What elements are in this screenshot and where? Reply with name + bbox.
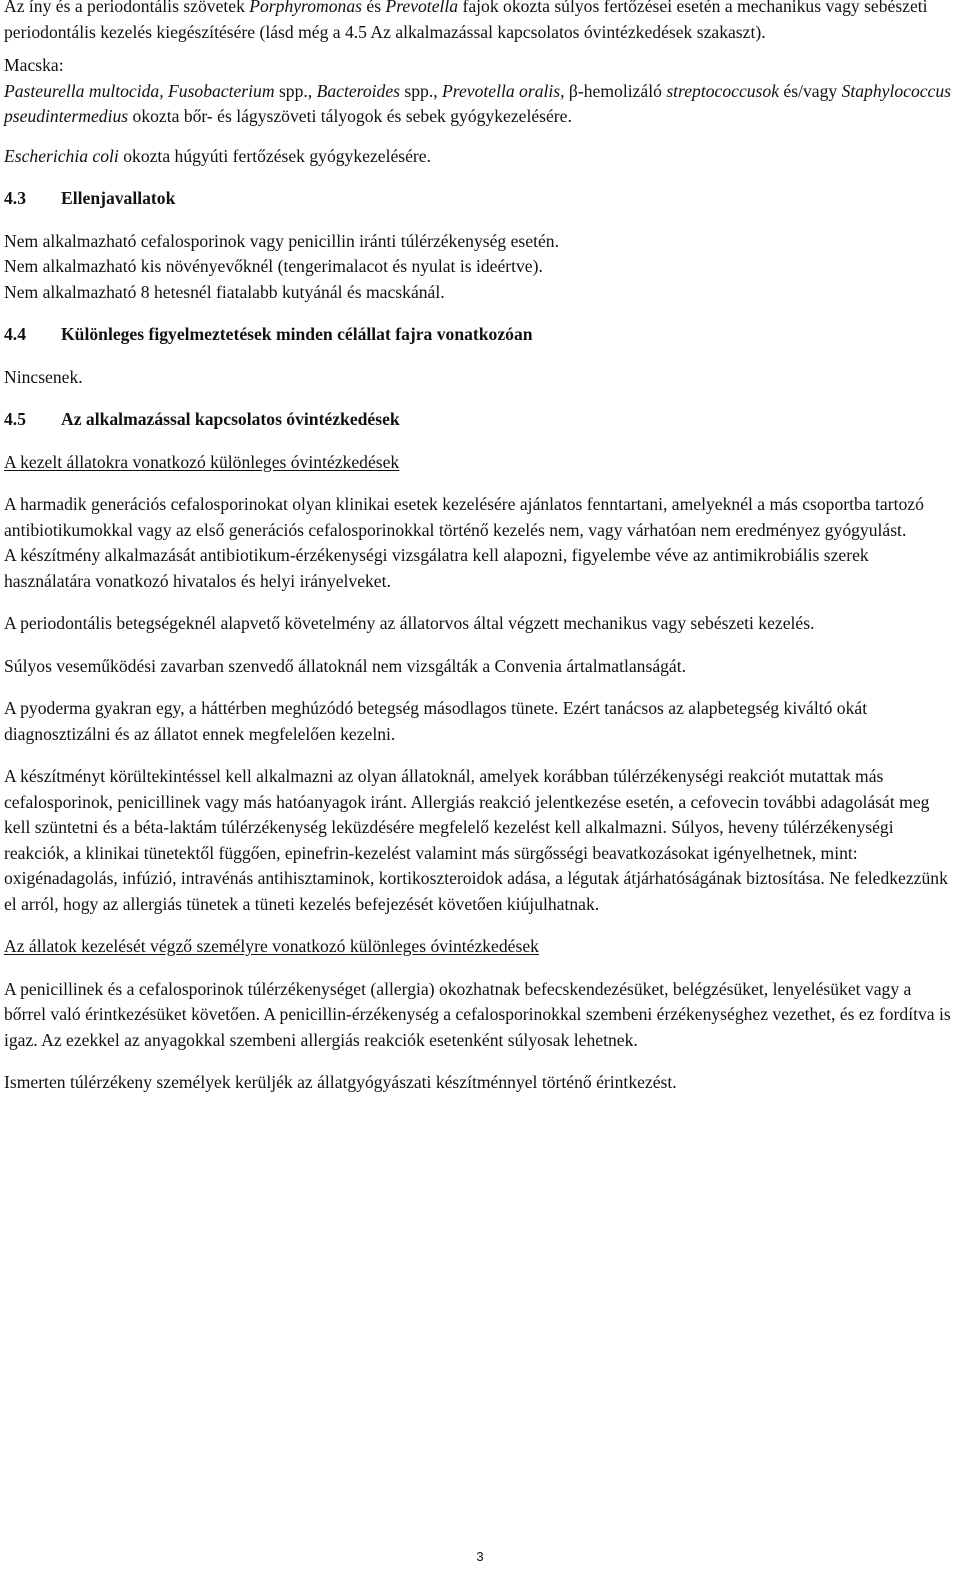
section-heading-4-5: 4.5 Az alkalmazással kapcsolatos óvintézkedések <box>4 409 400 429</box>
precaution-paragraph: A készítmény alkalmazását antibiotikum-érzékenységi vizsgálatra kell alapozni, figyelembe véve az antimikrobiális szerek használatára vonatkozó hivatalos és helyi irányelveket. <box>4 545 869 591</box>
intro-paragraph: Az íny és a periodontális szövetek Porphyromonas és Prevotella fajok okozta súlyos fertőzései esetén a mechanikus vagy sebészeti periodontális kezelés kiegészítésére (lásd még a 4.5 Az alkalmazással kapcsolatos óvintézkedések szakaszt). <box>4 0 928 42</box>
subheading-treated-animals: A kezelt állatokra vonatkozó különleges óvintézkedések <box>4 451 400 472</box>
operator-paragraph: Ismerten túlérzékeny személyek kerüljék az állatgyógyászati készítménnyel történő érintkezést. <box>4 1072 677 1092</box>
precaution-paragraph: Súlyos veseműködési zavarban szenvedő állatoknál nem vizsgálták a Convenia ártalmatlanságát. <box>4 655 687 676</box>
page-number: 3 <box>476 1549 484 1564</box>
section-heading-4-4: 4.4 Különleges figyelmeztetések minden célállat fajra vonatkozóan <box>4 324 533 344</box>
subheading-operator-precautions: Az állatok kezelését végző személyre vonatkozó különleges óvintézkedések <box>4 936 539 956</box>
precaution-paragraph: A periodontális betegségeknél alapvető követelmény az állatorvos által végzett mechanikus vagy sebészeti kezelés. <box>4 613 815 633</box>
operator-paragraph: A penicillinek és a cefalosporinok túlérzékenységet (allergia) okozhatnak befecskendezésüket, belégzésüket, lenyelésüket vagy a bőrrel való érintkezésüket követően. A penicillin-érzékenység a cefalosporinokkal szembeni érzékenységhez vezethet, és ez fordítva is igaz. Az ezekkel az anyagokkal szembeni allergiás reakciók esetenként súlyosak lehetnek. <box>4 978 951 1050</box>
precaution-paragraph: A pyoderma gyakran egy, a háttérben meghúzódó betegség másodlagos tünete. Ezért tanácsos az alapbetegség kiváltó okát diagnosztizálni és az állatot ennek megfelelően kezelni. <box>4 698 868 744</box>
section-heading-4-3: 4.3 Ellenjavallatok <box>4 188 176 208</box>
cat-paragraph: Pasteurella multocida, Fusobacterium spp., Bacteroides spp., Prevotella oralis, β-hemolizáló streptococcusok és/vagy Staphylococcus pseudintermedius okozta bőr- és lágyszöveti tályogok és sebek gyógykezelésére. <box>4 80 951 126</box>
contraindication-line: Nem alkalmazható 8 hetesnél fiatalabb kutyánál és macskánál. <box>4 281 445 302</box>
document-page <box>4 0 954 1096</box>
contraindications-list <box>4 229 954 306</box>
contraindication-line: Nem alkalmazható kis növényevőknél (tengerimalacot és nyulat is ideértve). <box>4 256 543 276</box>
cat-label: Macska: <box>4 55 64 75</box>
warnings-body: Nincsenek. <box>4 366 83 387</box>
precaution-paragraph: A harmadik generációs cefalosporinokat olyan klinikai esetek kezelésére ajánlatos fenntartani, amelyeknél a más csoportba tartozó antibiotikumokkal vagy az első generációs cefalosporinokkal történő kezelés nem, vagy várhatóan nem eredményez gyógyulást. <box>4 494 924 540</box>
precaution-paragraph: A készítményt körültekintéssel kell alkalmazni az olyan állatoknál, amelyek korábban túlérzékenységi reakciót mutattak más cefalosporinok, penicillinek vagy más hatóanyagok iránt. Allergiás reakció jelentkezése esetén, a cefovecin további adagolását meg kell szüntetni és a béta-laktám túlérzékenység leküzdésére megfelelő kezelést kell alkalmazni. Súlyos, heveny túlérzékenységi reakciók, a klinikai tünetektől függően, epinefrin-kezelést valamint más sürgősségi beavatkozásokat igényelhetnek, mint: oxigénadagolás, infúzió, intravénás antihisztaminok, kortikoszteroidok adása, a légutak átjárhatóságának biztosítása. Ne feledkezzünk el arról, hogy az allergiás tünetek a tüneti kezelés befejezését követően kiújulhatnak. <box>4 766 948 914</box>
ecoli-paragraph: Escherichia coli okozta húgyúti fertőzések gyógykezelésére. <box>4 145 431 166</box>
contraindication-line: Nem alkalmazható cefalosporinok vagy penicillin iránti túlérzékenység esetén. <box>4 230 559 251</box>
